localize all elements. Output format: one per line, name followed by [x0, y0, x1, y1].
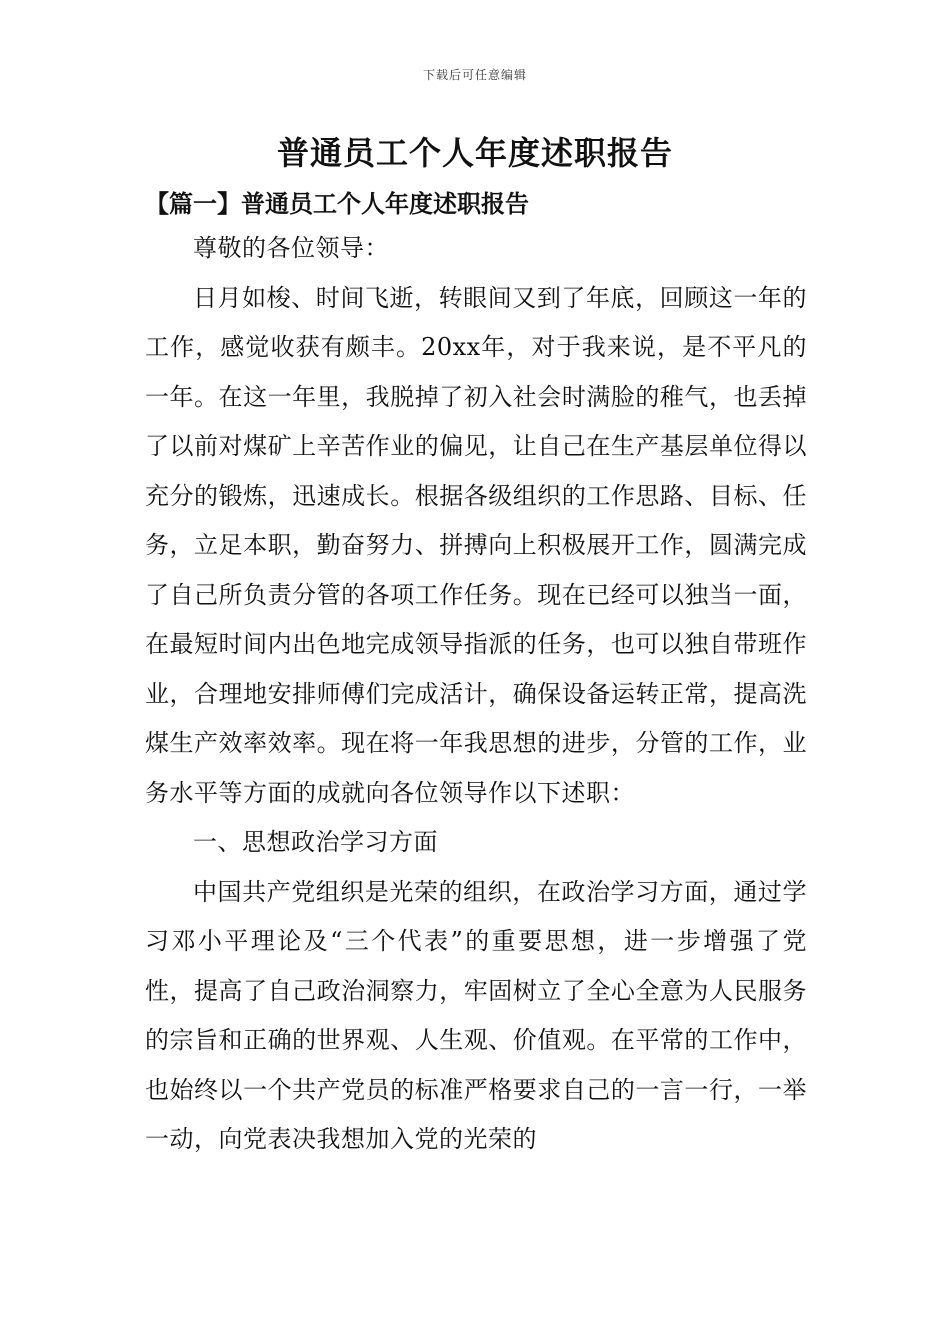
subsection-heading: 一、思想政治学习方面 — [193, 828, 438, 856]
document-body — [145, 224, 807, 1165]
header-note: 下载后可任意编辑 — [422, 68, 527, 82]
salutation-paragraph: 尊敬的各位领导： — [193, 234, 389, 262]
body-paragraph-politics: 中国共产党组织是光荣的组织，在政治学习方面，通过学习邓小平理论及“三个代表”的重要思想，进一步增强了党性，提高了自己政治洞察力，牢固树立了全心全意为人民服务的宗旨和正确的世界观、人生观、价值观。在平常的工作中，也始终以一个共产党员的标准严格要求自己的一言一行，一举一动，向党表决我想加入党的光荣的 — [145, 877, 807, 1153]
body-paragraph-intro: 日月如梭、时间飞逝，转眼间又到了年底，回顾这一年的工作，感觉收获有颇丰。20xx年，对于我来说，是不平凡的一年。在这一年里，我脱掉了初入社会时满脸的稚气，也丢掉了以前对煤矿上辛苦作业的偏见，让自己在生产基层单位得以充分的锻炼，迅速成长。根据各级组织的工作思路、目标、任务，立足本职，勤奋努力、拼搏向上积极展开工作，圆满完成了自己所负责分管的各项工作任务。现在已经可以独当一面，在最短时间内出色地完成领导指派的任务，也可以独自带班作业，合理地安排师傅们完成活计，确保设备运转正常，提高洗煤生产效率效率。现在将一年我思想的进步，分管的工作，业务水平等方面的成就向各位领导作以下述职： — [145, 283, 807, 807]
document-title: 普通员工个人年度述职报告 — [276, 134, 673, 172]
section-title: 【篇一】普通员工个人年度述职报告 — [145, 189, 529, 218]
